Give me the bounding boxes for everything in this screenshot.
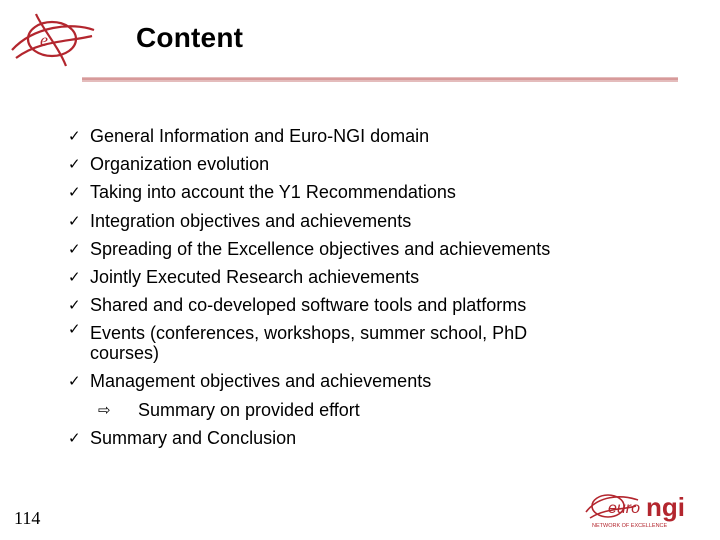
arrow-right-icon: ⇨ bbox=[98, 400, 111, 419]
checkmark-icon: ✓ bbox=[68, 155, 81, 174]
list-item-text: Shared and co-developed software tools and platforms bbox=[90, 295, 527, 316]
checkmark-icon: ✓ bbox=[68, 239, 81, 258]
list-item bbox=[68, 424, 688, 452]
list-item bbox=[68, 235, 688, 263]
list-item-text: Organization evolution bbox=[90, 154, 270, 175]
list-item bbox=[68, 178, 688, 206]
list-item bbox=[68, 291, 688, 319]
list-item bbox=[68, 150, 688, 178]
list-item bbox=[68, 263, 688, 291]
svg-text:e: e bbox=[40, 30, 48, 50]
list-item-text: Jointly Executed Research achievements bbox=[90, 267, 420, 288]
checkmark-icon: ✓ bbox=[68, 296, 81, 315]
euro-ngi-emblem-logo bbox=[6, 6, 98, 72]
checkmark-icon: ✓ bbox=[68, 127, 81, 145]
list-item-text: Integration objectives and achievements bbox=[90, 210, 412, 231]
list-item-text: Events (conferences, workshops, summer school, PhD courses) bbox=[90, 323, 528, 364]
list-item-text: General Information and Euro-NGI domain bbox=[90, 126, 430, 146]
euro-ngi-logo bbox=[582, 486, 710, 530]
logo-text-euro: euro bbox=[608, 500, 641, 517]
title-divider bbox=[82, 77, 678, 82]
page-number: 114 bbox=[14, 508, 41, 528]
list-item bbox=[68, 122, 688, 150]
checkmark-icon: ✓ bbox=[68, 183, 81, 202]
list-item-text: Spreading of the Excellence objectives and achievements bbox=[90, 238, 551, 259]
checkmark-icon: ✓ bbox=[68, 428, 81, 447]
sub-list-item bbox=[68, 396, 688, 424]
logo-text-ngi: ngi bbox=[646, 492, 685, 522]
content-list bbox=[68, 122, 688, 452]
list-item bbox=[68, 319, 590, 367]
checkmark-icon: ✓ bbox=[68, 268, 81, 287]
list-item-text: Taking into account the Y1 Recommendations bbox=[90, 182, 456, 203]
list-item-text: Management objectives and achievements bbox=[90, 371, 432, 392]
checkmark-icon: ✓ bbox=[68, 372, 81, 391]
checkmark-icon: ✓ bbox=[68, 320, 81, 339]
list-item bbox=[68, 207, 688, 235]
list-item-text: Summary and Conclusion bbox=[90, 427, 297, 448]
slide-title: Content bbox=[136, 22, 244, 53]
list-item bbox=[68, 367, 688, 395]
checkmark-icon: ✓ bbox=[68, 211, 81, 230]
sub-list-item-text: Summary on provided effort bbox=[138, 399, 360, 420]
logo-tagline: NETWORK OF EXCELLENCE bbox=[592, 523, 668, 529]
